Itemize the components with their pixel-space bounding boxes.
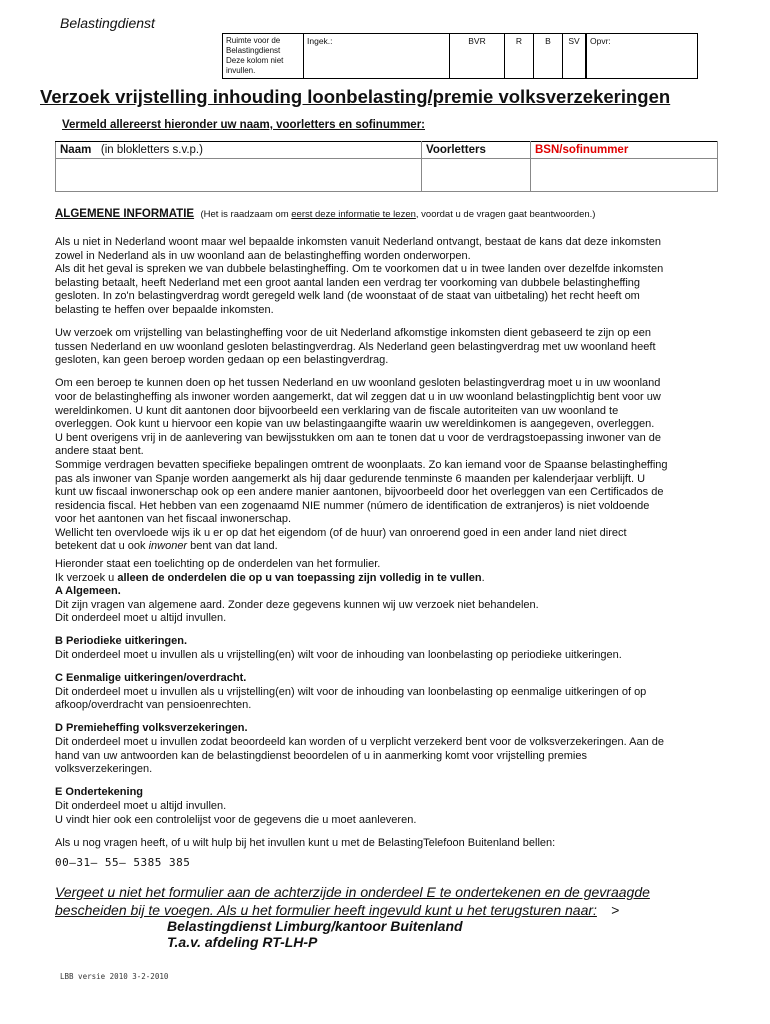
paragraph-line: Als dit het geval is spreken we van dubbele belastingheffing. Om te voorkomen dat u in twee landen over dezelfde inkomsten bbox=[55, 263, 664, 276]
name-header bbox=[56, 142, 422, 159]
sv-cell: SV bbox=[563, 34, 587, 79]
office-note-line: Ruimte voor de bbox=[226, 36, 281, 45]
paragraph-line: voor de belastingheffing als inwoner worden aangemerkt, dat wil zeggen dat u in uw woonland belastingplichtig bent voor uw bbox=[55, 390, 661, 403]
agency-name: Belastingdienst bbox=[60, 15, 155, 31]
paragraph-line: gesloten. In zo'n belastingverdrag wordt geregeld welk land (de woonstaat of de staat van uitbetaling) het recht heeft om bbox=[55, 290, 640, 303]
section-a-title: A Algemeen. bbox=[55, 585, 121, 598]
opvr-cell: Opvr: bbox=[586, 34, 698, 79]
instruction-heading: Vermeld allereerst hieronder uw naam, voorletters en sofinummer: bbox=[62, 119, 426, 131]
bsn-header bbox=[531, 142, 718, 159]
ingek-cell: Ingek.: bbox=[304, 34, 450, 79]
section-e-title: E Ondertekening bbox=[55, 786, 144, 799]
bvr-cell: BVR bbox=[450, 34, 505, 79]
section-d-line: volksverzekeringen. bbox=[55, 763, 153, 776]
paragraph-line: Als u niet in Nederland woont maar wel bepaalde inkomsten vanuit Nederland ontvangt, bestaat de kans dat deze inkomsten bbox=[55, 236, 661, 248]
paragraph-line: Om een beroep te kunnen doen op het tussen Nederland en uw woonland gesloten belastingverdrag moet u in uw woonland bbox=[55, 377, 661, 390]
paragraph-line: belasting te heffen over bepaalde inkomsten. bbox=[55, 303, 274, 316]
bsn-label: BSN/sofinummer bbox=[535, 144, 629, 156]
section-b-title: B Periodieke uitkeringen. bbox=[55, 635, 188, 648]
paragraph-line: residencia fiscal. Het hebben van een zogenaamd NIE nummer (número de identification de extranjeros) is niet voldoende bbox=[55, 499, 650, 512]
return-instructions bbox=[55, 883, 715, 919]
request-line: Ik verzoek u alleen de onderdelen die op u van toepassing zijn volledig in te vullen. bbox=[55, 571, 485, 584]
r-cell: R bbox=[505, 34, 534, 79]
office-note-cell bbox=[223, 34, 304, 79]
section-e-line: Dit onderdeel moet u altijd invullen. bbox=[55, 799, 227, 812]
office-note-line: Belastingdienst bbox=[226, 46, 281, 55]
paragraph-line: voor het aantonen van het fiscaal inwonerschap. bbox=[55, 513, 292, 526]
identity-table bbox=[55, 141, 718, 192]
general-info-body bbox=[55, 236, 715, 554]
phone-number: 00–31– 55– 5385 385 bbox=[55, 856, 191, 869]
general-info-heading bbox=[55, 208, 595, 220]
return-line: Vergeet u niet het formulier aan de achterzijde in onderdeel E te ondertekenen en de gevraagde bbox=[55, 884, 650, 900]
paragraph-line: Uw verzoek om vrijstelling van belastingheffing voor de uit Nederland afkomstige inkomsten dient gebaseerd te zijn op een bbox=[55, 327, 651, 340]
paragraph-line: kunt uw fiscaal inwonerschap ook op een andere manier aantonen, bijvoorbeeld door het overleggen van een Certificados de bbox=[55, 486, 664, 499]
section-b-line: Dit onderdeel moet u invullen als u vrijstelling(en) wilt voor de inhouding van loonbelasting op periodieke uitkeringen. bbox=[55, 649, 622, 662]
general-info-title: ALGEMENE INFORMATIE bbox=[55, 208, 195, 220]
section-d-line: hand van uw antwoorden kan de belastingdienst beoordelen of u in aanmerking komt voor vrijstelling premies bbox=[55, 749, 587, 762]
section-e-line: U vindt hier ook een controlelijst voor de gegevens die u moet aanleveren. bbox=[55, 813, 417, 826]
b-cell: B bbox=[534, 34, 563, 79]
paragraph-line: Wellicht ten overvloede wijs ik u er op dat het eigendom (of de huur) van onroerend goed in een ander land niet direct bbox=[55, 526, 627, 539]
section-c-title: C Eenmalige uitkeringen/overdracht. bbox=[55, 672, 247, 685]
name-label: Naam bbox=[60, 144, 92, 156]
bsn-input-field[interactable] bbox=[531, 159, 718, 192]
paragraph-line: pas als inwoner van Spanje worden aangemerkt als hij daar gedurende tenminste 6 maanden per kalenderjaar verblijft. U bbox=[55, 472, 646, 485]
section-d-line: Dit onderdeel moet u invullen zodat beoordeeld kan worden of u verplicht verzekerd bent voor de volksverzekeringen. Aan de bbox=[55, 736, 665, 749]
section-c-line: afkoop/overdracht van pensioenrechten. bbox=[55, 699, 252, 712]
paragraph-line: gesloten, kan geen beroep worden gedaan op een belastingverdrag. bbox=[55, 354, 389, 367]
section-a-line: Dit onderdeel moet u altijd invullen. bbox=[55, 612, 227, 625]
paragraph-line: tussen Nederland en uw woonland gesloten belastingverdrag. Als Nederland geen belastingverdrag met uw woonland heeft bbox=[55, 340, 656, 353]
paragraph-line: andere staat bent. bbox=[55, 445, 144, 458]
page-title: Verzoek vrijstelling inhouding loonbelasting/premie volksverzekeringen bbox=[40, 86, 671, 107]
paragraph-line: zowel in Nederland als in uw woonland aan de belastingheffing worden onderworpen. bbox=[55, 249, 471, 262]
address-line: T.a.v. afdeling RT-LH-P bbox=[167, 934, 318, 950]
section-a-line: Dit zijn vragen van algemene aard. Zonder deze gegevens kunnen wij uw verzoek niet behandelen. bbox=[55, 598, 539, 611]
arrow-icon: > bbox=[610, 902, 620, 918]
paragraph-line: betekent dat u ook inwoner bent van dat land. bbox=[55, 540, 278, 553]
help-line: Als u nog vragen heeft, of u wilt hulp bij het invullen kunt u met de BelastingTelefoon Buitenland bellen: bbox=[55, 836, 556, 849]
paragraph-line: belasting betaalt, heeft Nederland met een groot aantal landen een verdrag ter voorkoming van dubbele belastingheffing bbox=[55, 276, 641, 289]
paragraph-line: U bent overigens vrij in de aanlevering van bewijsstukken om aan te tonen dat u voor de verdragstoepassing inwoner van de bbox=[55, 431, 661, 444]
office-note-line: Deze kolom niet bbox=[226, 56, 284, 65]
paragraph-line: Sommige verdragen bevatten specifieke bepalingen omtrent de woonplaats. Zo kan iemand voor de Spaanse belastingheffing bbox=[55, 458, 668, 471]
office-note-line: invullen. bbox=[226, 66, 256, 75]
section-c-line: Dit onderdeel moet u invullen als u vrijstelling(en) wilt voor de inhouding van loonbelasting op eenmalige uitkeringen of op bbox=[55, 685, 647, 698]
sections-intro: Hieronder staat een toelichting op de onderdelen van het formulier. bbox=[55, 558, 381, 570]
return-address bbox=[167, 918, 463, 950]
sections-explanation bbox=[55, 558, 715, 850]
general-info-note: (Het is raadzaam om eerst deze informatie te lezen, voordat u de vragen gaat beantwoorden.) bbox=[200, 209, 596, 220]
initials-input-field[interactable] bbox=[422, 159, 531, 192]
initials-header: Voorletters bbox=[422, 142, 531, 159]
version-label: LBB versie 2010 3-2-2010 bbox=[60, 972, 169, 981]
paragraph-line: overleggen. Ook kunt u hiervoor een kopie van uw belastingaangifte waarin uw wereldinkomen is aangegeven, overleggen. bbox=[55, 418, 655, 431]
name-hint: (in blokletters s.v.p.) bbox=[100, 144, 203, 156]
section-d-title: D Premieheffing volksverzekeringen. bbox=[55, 722, 248, 735]
return-line: bescheiden bij te voegen. Als u het formulier heeft ingevuld kunt u het terugsturen naar: > bbox=[55, 902, 620, 918]
paragraph-line: wereldinkomen. U kunt dit aantonen door bijvoorbeeld een verklaring van de fiscale autoriteiten van uw woonland te bbox=[55, 404, 619, 417]
address-line: Belastingdienst Limburg/kantoor Buitenland bbox=[167, 918, 463, 934]
office-use-table bbox=[222, 33, 698, 79]
name-input-field[interactable] bbox=[56, 159, 422, 192]
